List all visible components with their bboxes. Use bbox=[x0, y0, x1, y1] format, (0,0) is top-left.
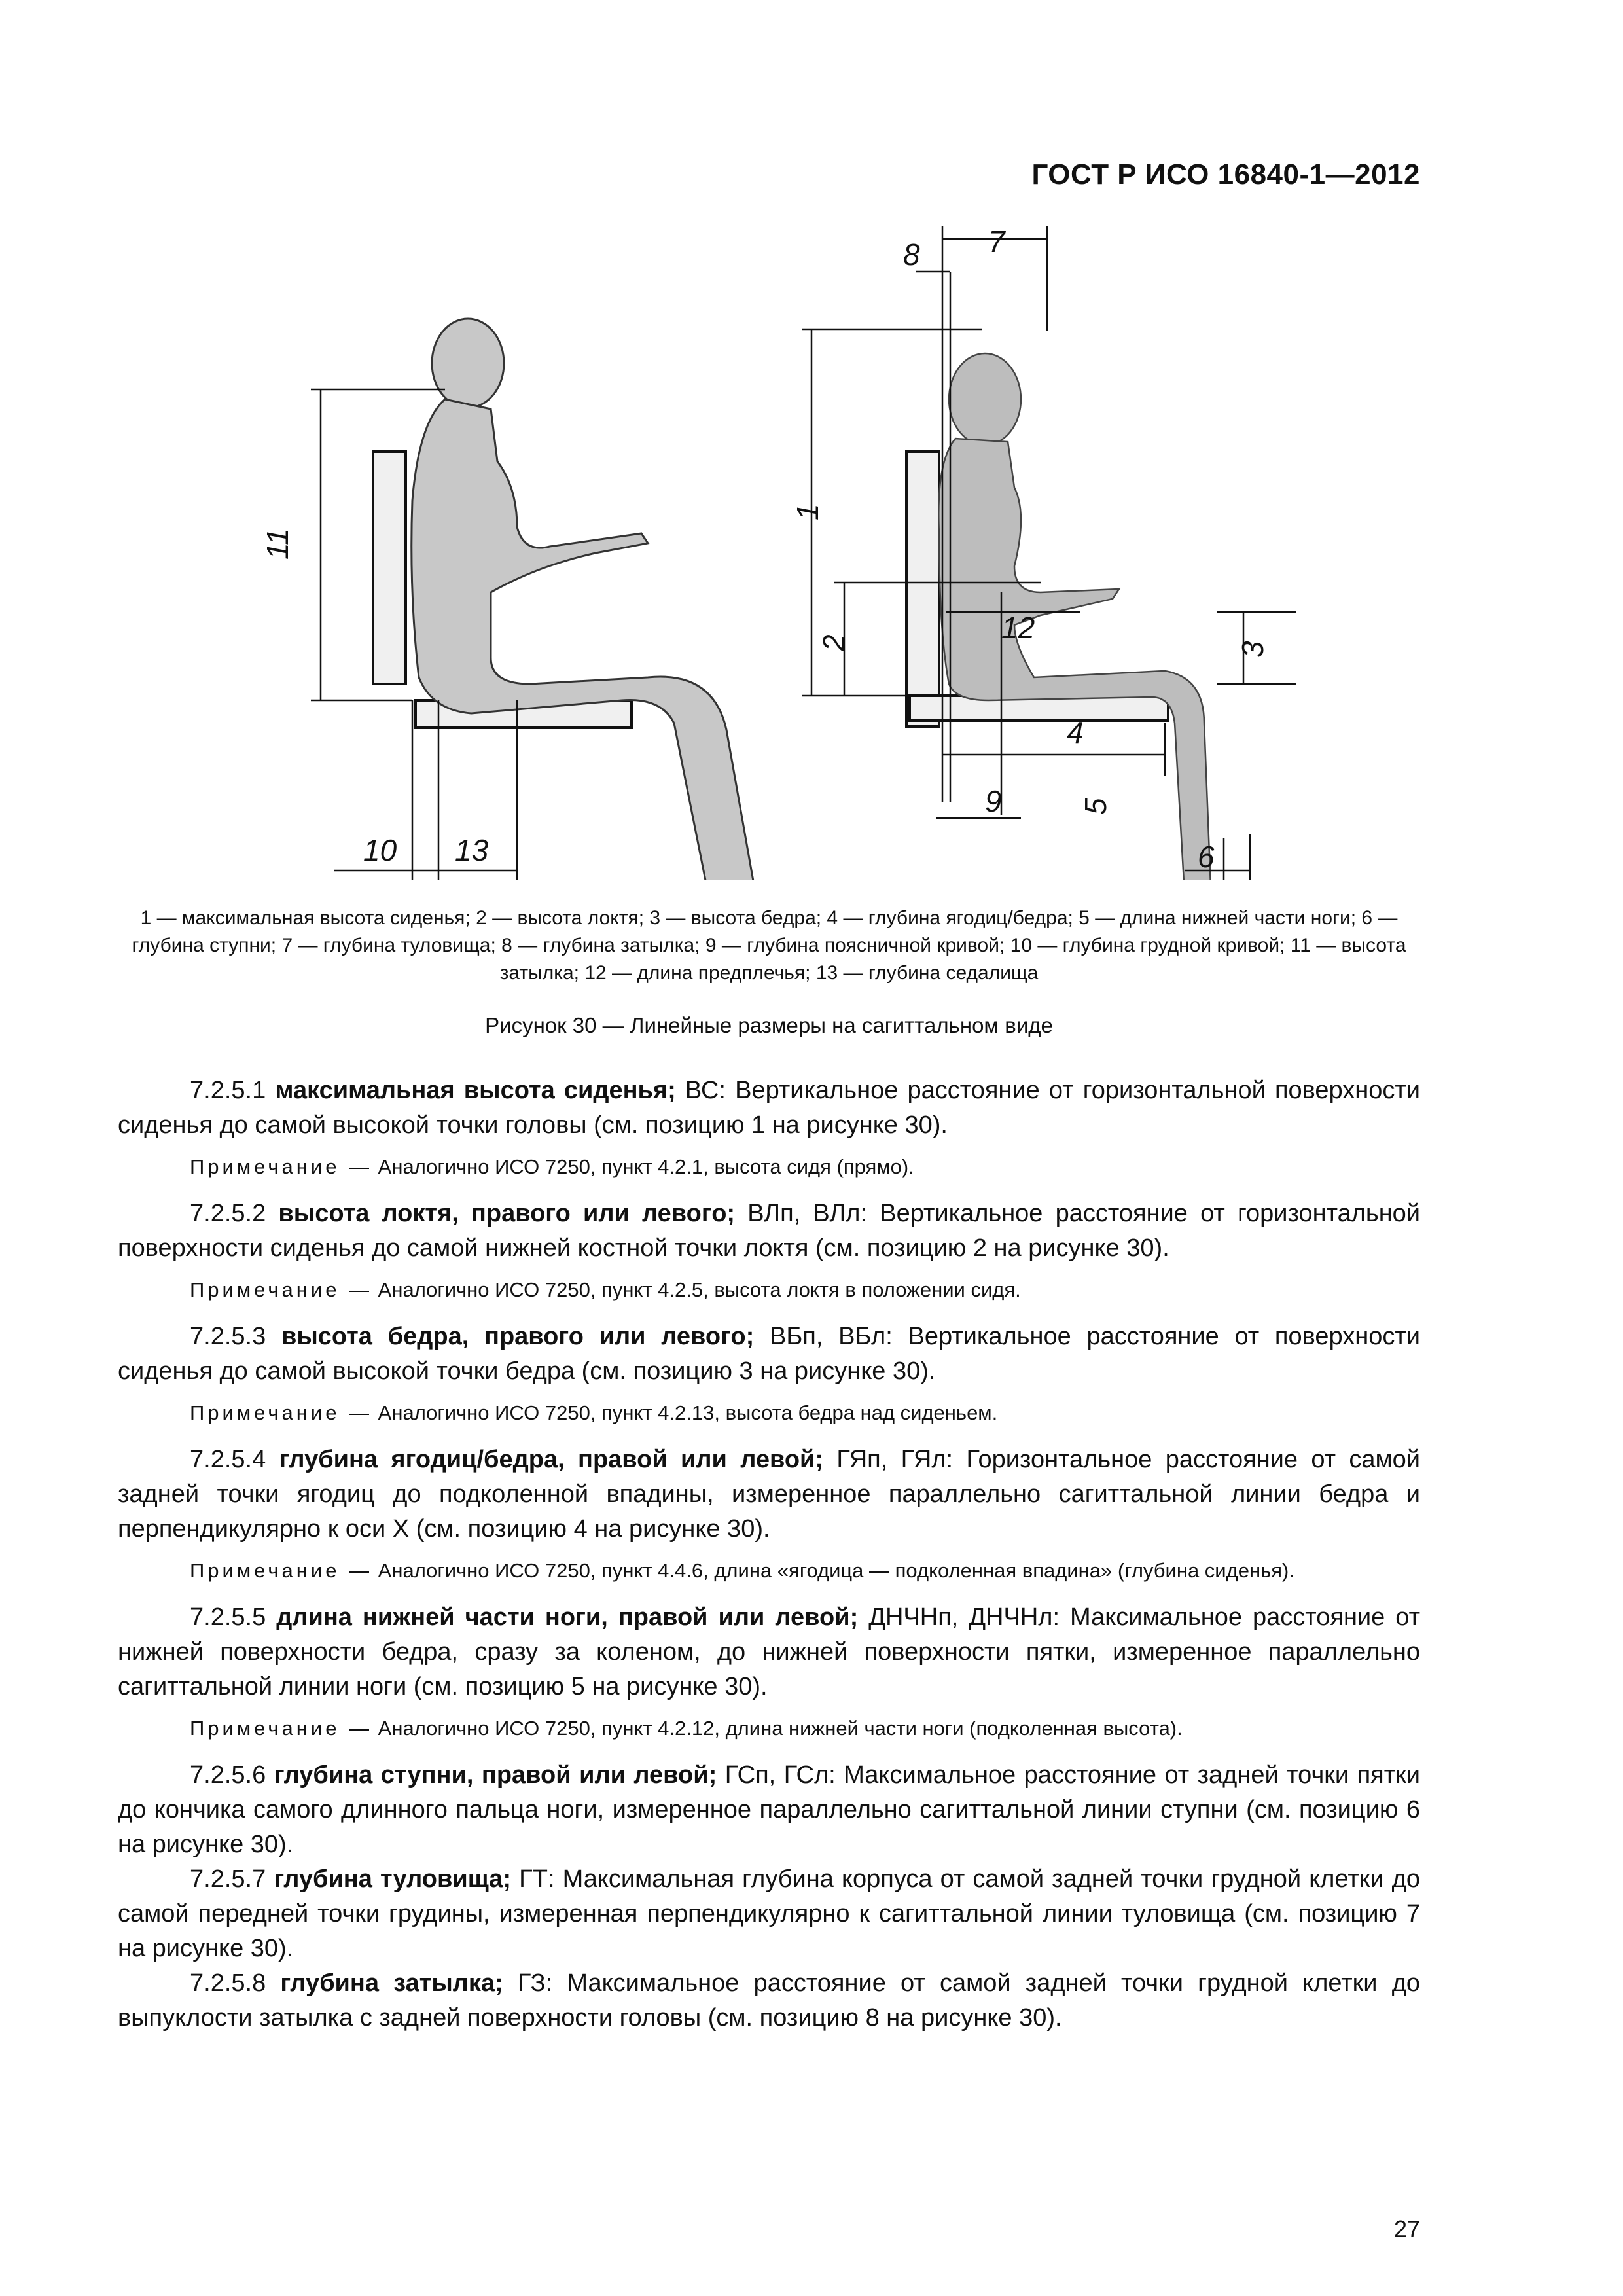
label-6: 6 bbox=[1198, 840, 1215, 874]
label-1: 1 bbox=[791, 503, 825, 520]
section-number: 7.2.5.8 bbox=[190, 1969, 266, 1997]
standard-header: ГОСТ Р ИСО 16840-1—2012 bbox=[1031, 158, 1420, 190]
section-note: Аналогично ИСО 7250, пункт 4.2.13, высота бедра над сиденьем. bbox=[378, 1401, 998, 1424]
section-term: высота локтя, правого или левого; bbox=[278, 1200, 736, 1227]
sagittal-diagram bbox=[255, 226, 1368, 880]
section-text: Максимальное расстояние от самой задней точки грудной клетки до выпуклости затылка с задней поверхности головы (см. позицию 8 на рисунке 30). bbox=[118, 1969, 1421, 2032]
section-text: Максимальная глубина корпуса от самой задней точки грудной клетки до самой передней точки грудины, измеренная перпендикулярно к сагиттальной линии туловища (см. позицию 7 на рисунке 30). bbox=[118, 1865, 1420, 1962]
section-7-2-5-3 bbox=[118, 1319, 1420, 1428]
page-number: 27 bbox=[1393, 2215, 1420, 2242]
section-term: глубина ягодиц/бедра, правой или левой; bbox=[279, 1446, 824, 1473]
main-text bbox=[118, 1073, 1420, 2036]
section-term: максимальная высота сиденья; bbox=[275, 1077, 676, 1104]
label-5: 5 bbox=[1079, 798, 1113, 815]
label-4: 4 bbox=[1067, 715, 1084, 749]
section-number: 7.2.5.4 bbox=[190, 1446, 266, 1473]
section-text: Максимальное расстояние от нижней поверхности бедра, сразу за коленом, до нижней поверхности пятки, измеренное параллельно сагиттальной линии ноги (см. позицию 5 на рисунке 30). bbox=[118, 1604, 1420, 1700]
section-text: Вертикальное расстояние от горизонтальной поверхности сиденья до самой высокой точки головы (см. позицию 1 на рисунке 30). bbox=[118, 1077, 1421, 1139]
left-human-silhouette bbox=[412, 319, 762, 880]
section-abbr: ВС: bbox=[685, 1077, 726, 1104]
label-12: 12 bbox=[1001, 611, 1035, 645]
label-11: 11 bbox=[260, 528, 294, 560]
section-abbr: ВБп, ВБл: bbox=[770, 1323, 893, 1350]
section-number: 7.2.5.1 bbox=[190, 1077, 266, 1104]
label-13: 13 bbox=[455, 833, 489, 867]
note-label: Примечание — bbox=[190, 1155, 373, 1178]
section-text: Вертикальное расстояние от поверхности сиденья до самой высокой точки бедра (см. позицию 3 на рисунке 30). bbox=[118, 1323, 1420, 1385]
section-7-2-5-8 bbox=[118, 1966, 1420, 2036]
section-note: Аналогично ИСО 7250, пункт 4.2.5, высота локтя в положении сидя. bbox=[378, 1278, 1021, 1301]
section-7-2-5-2 bbox=[118, 1196, 1420, 1305]
section-number: 7.2.5.3 bbox=[190, 1323, 266, 1350]
figure-30 bbox=[255, 226, 1368, 880]
right-backrest bbox=[906, 452, 939, 726]
label-3: 3 bbox=[1236, 641, 1270, 658]
label-9: 9 bbox=[985, 784, 1002, 818]
section-abbr: ВЛп, ВЛл: bbox=[747, 1200, 868, 1227]
section-7-2-5-6 bbox=[118, 1758, 1420, 1862]
note-label: Примечание — bbox=[190, 1559, 373, 1582]
section-7-2-5-1 bbox=[118, 1073, 1420, 1182]
note-label: Примечание — bbox=[190, 1401, 373, 1424]
section-text: Максимальное расстояние от задней точки пятки до кончика самого длинного пальца ноги, измеренное параллельно сагиттальной линии ступни (см. позицию 6 на рисунке 30). bbox=[118, 1761, 1420, 1858]
section-abbr: ГТ: bbox=[519, 1865, 555, 1893]
label-7: 7 bbox=[988, 226, 1005, 259]
section-7-2-5-7 bbox=[118, 1862, 1420, 1966]
left-backrest bbox=[373, 452, 406, 684]
section-text: Вертикальное расстояние от горизонтальной поверхности сиденья до самой нижней костной точки локтя (см. позицию 2 на рисунке 30). bbox=[118, 1200, 1421, 1262]
section-7-2-5-5 bbox=[118, 1600, 1420, 1744]
note-label: Примечание — bbox=[190, 1717, 373, 1740]
section-term: высота бедра, правого или левого; bbox=[281, 1323, 755, 1350]
figure-legend: 1 — максимальная высота сиденья; 2 — высота локтя; 3 — высота бедра; 4 — глубина ягодиц/бедра; 5 — длина нижней части ноги; 6 — глубина ступни; 7 — глубина туловища; 8 — глубина затылка; 9 — глубина поясничной кривой; 10 — глубина грудной кривой; 11 — высота затылка; 12 — длина предплечья; 13 — глубина седалища bbox=[132, 907, 1406, 984]
section-abbr: ДНЧНп, ДНЧНл: bbox=[868, 1604, 1060, 1631]
right-dimension-lines bbox=[802, 226, 1296, 880]
section-number: 7.2.5.7 bbox=[190, 1865, 266, 1893]
label-10: 10 bbox=[363, 833, 397, 867]
section-abbr: ГЗ: bbox=[517, 1969, 553, 1997]
section-abbr: ГЯп, ГЯл: bbox=[836, 1446, 954, 1473]
section-text: Горизонтальное расстояние от самой задней точки ягодиц до подколенной впадины, измеренное параллельно сагиттальной линии бедра и перпендикулярно к оси X (см. позицию 4 на рисунке 30). bbox=[118, 1446, 1420, 1543]
label-8: 8 bbox=[903, 238, 920, 272]
section-note: Аналогично ИСО 7250, пункт 4.2.1, высота сидя (прямо). bbox=[378, 1155, 914, 1178]
note-label: Примечание — bbox=[190, 1278, 373, 1301]
section-abbr: ГСп, ГСл: bbox=[724, 1761, 836, 1789]
section-note: Аналогично ИСО 7250, пункт 4.4.6, длина «ягодица — подколенная впадина» (глубина сиденья). bbox=[378, 1559, 1294, 1582]
section-number: 7.2.5.2 bbox=[190, 1200, 266, 1227]
section-note: Аналогично ИСО 7250, пункт 4.2.12, длина нижней части ноги (подколенная высота). bbox=[378, 1717, 1183, 1740]
section-7-2-5-4 bbox=[118, 1443, 1420, 1586]
label-2: 2 bbox=[817, 634, 851, 651]
section-term: длина нижней части ноги, правой или левой; bbox=[276, 1604, 859, 1631]
figure-caption: Рисунок 30 — Линейные размеры на сагиттальном виде bbox=[485, 1013, 1053, 1037]
section-number: 7.2.5.5 bbox=[190, 1604, 266, 1631]
section-number: 7.2.5.6 bbox=[190, 1761, 266, 1789]
section-term: глубина туловища; bbox=[274, 1865, 512, 1893]
section-term: глубина ступни, правой или левой; bbox=[274, 1761, 717, 1789]
section-term: глубина затылка; bbox=[280, 1969, 503, 1997]
